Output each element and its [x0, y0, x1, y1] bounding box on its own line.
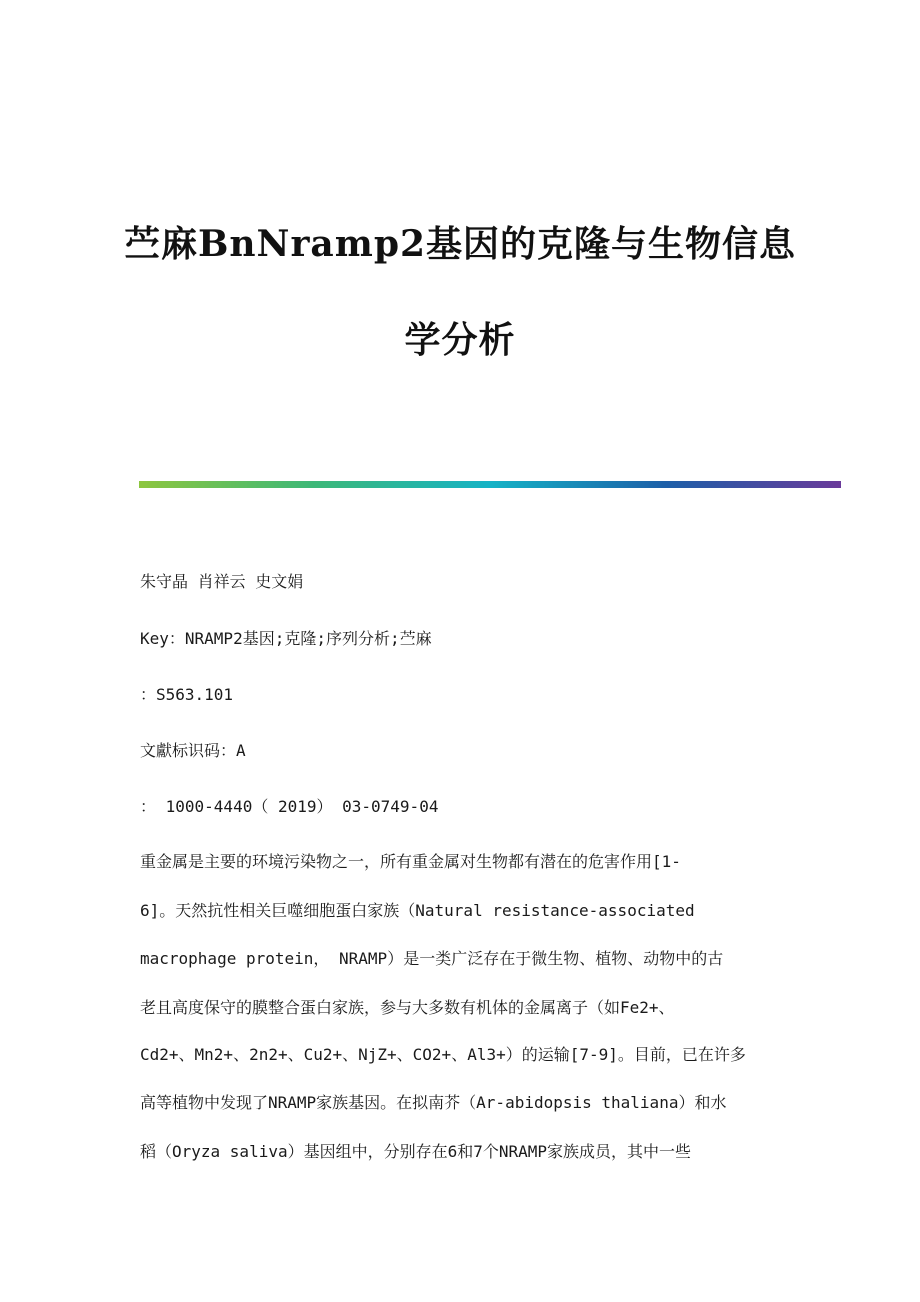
- body-text-line: 高等植物中发现了NRAMP家族基因。在拟南芥（Ar-abidopsis thaliana）和水: [140, 1093, 727, 1112]
- paper-title-line-1: 苎麻BnNramp2基因的克隆与生物信息: [123, 223, 797, 265]
- body-text-line: 6]。天然抗性相关巨噬细胞蛋白家族（Natural resistance-associated: [140, 901, 695, 920]
- article-number: ： 1000-4440（ 2019） 03-0749-04: [140, 797, 439, 816]
- body-text-line: 稻（Oryza saliva）基因组中，分别存在6和7个NRAMP家族成员，其中一些: [140, 1142, 692, 1161]
- document-code: 文獻标识码：A: [140, 741, 246, 760]
- authors: 朱守晶 肖祥云 史文娟: [140, 572, 304, 591]
- keywords: Key：NRAMP2基因;克隆;序列分析;苎麻: [140, 629, 432, 648]
- body-text-line: 重金属是主要的环境污染物之一，所有重金属对生物都有潜在的危害作用[1-: [140, 852, 681, 871]
- gradient-divider: [139, 481, 841, 488]
- body-text-line: Cd2+、Mn2+、2n2+、Cu2+、NjZ+、CO2+、Al3+）的运输[7-9]。目前，已在许多: [140, 1045, 746, 1064]
- paper-title-line-2: 学分析: [404, 319, 516, 361]
- body-text-line: 老且高度保守的膜整合蛋白家族，参与大多数有机体的金属离子（如Fe2+、: [140, 998, 675, 1017]
- classification-number: ：S563.101: [140, 685, 234, 704]
- body-text-line: macrophage protein， NRAMP）是一类广泛存在于微生物、植物、动物中的古: [140, 949, 724, 968]
